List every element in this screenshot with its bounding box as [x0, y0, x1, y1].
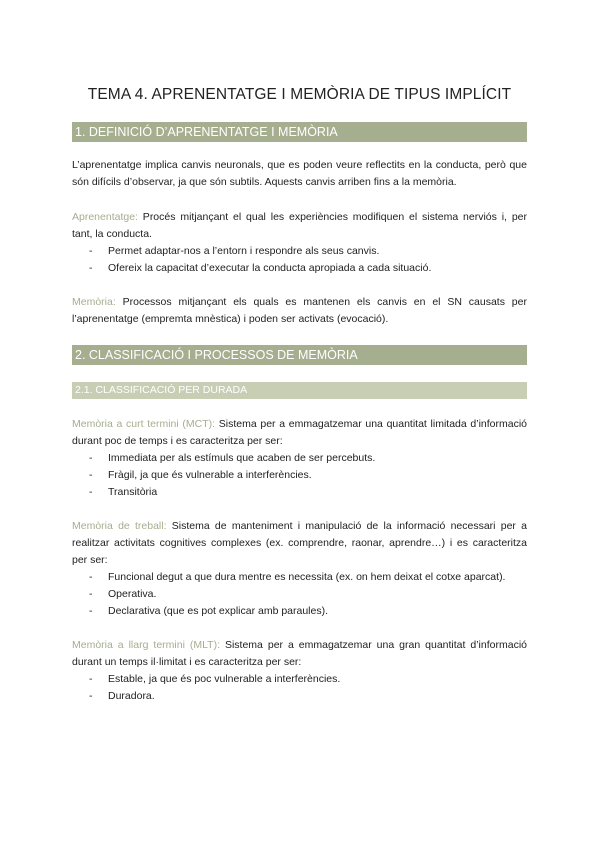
intro-paragraph: L’aprenentatge implica canvis neuronals, que es poden veure reflectits en la conducta, però que són difícils d’observar, ja que són subtils. Aquests canvis arriben fins a la memòria.	[72, 159, 527, 188]
mct-list	[72, 450, 527, 501]
mct-term: Memòria a curt termini (MCT):	[72, 418, 216, 430]
dash-bullet: -	[89, 245, 93, 257]
memoria-term: Memòria:	[72, 296, 116, 308]
dash-bullet: -	[89, 452, 93, 464]
treball-list	[72, 569, 527, 620]
subsection-heading-durada: 2.1. CLASSIFICACIÓ PER DURADA	[72, 382, 527, 399]
mlt-text: Sistema per a emmagatzemar una gran quantitat d’informació durant un temps il·limitat i es caracteritza per ser:	[72, 639, 527, 668]
aprenentatge-paragraph	[72, 209, 527, 243]
list-item: - Funcional degut a que dura mentre es necessita (ex. on hem deixat el cotxe aparcat).	[72, 569, 527, 586]
dash-bullet: -	[89, 605, 93, 617]
list-item: - Duradora.	[72, 688, 527, 705]
dash-bullet: -	[89, 588, 93, 600]
list-item: - Estable, ja que és poc vulnerable a interferències.	[72, 671, 527, 688]
list-item: - Permet adaptar-nos a l’entorn i respondre als seus canvis.	[72, 243, 527, 260]
list-item: - Operativa.	[72, 586, 527, 603]
document-title: TEMA 4. APRENENTATGE I MEMÒRIA DE TIPUS IMPLÍCIT	[87, 86, 512, 103]
treball-text: Sistema de manteniment i manipulació de la informació necessari per a realitzar activitats cognitives complexes (ex. comprendre, raonar, aprendre…) i es caracteritza per ser:	[72, 520, 527, 566]
section-heading-definicio: 1. DEFINICIÓ D’APRENENTATGE I MEMÒRIA	[72, 122, 527, 142]
mlt-list	[72, 671, 527, 705]
treball-term: Memòria de treball:	[72, 520, 167, 532]
dash-bullet: -	[89, 690, 93, 702]
list-item: - Ofereix la capacitat d’executar la conducta apropiada a cada situació.	[72, 260, 527, 277]
mlt-term: Memòria a llarg termini (MLT):	[72, 639, 220, 651]
section-heading-classificacio: 2. CLASSIFICACIÓ I PROCESSOS DE MEMÒRIA	[72, 345, 527, 365]
dash-bullet: -	[89, 262, 93, 274]
aprenentatge-list	[72, 243, 527, 277]
aprenentatge-term: Aprenentatge:	[72, 211, 138, 223]
dash-bullet: -	[89, 469, 93, 481]
list-item: - Transitòria	[72, 484, 527, 501]
memoria-paragraph	[72, 294, 527, 328]
mlt-paragraph	[72, 637, 527, 671]
mct-paragraph	[72, 416, 527, 450]
dash-bullet: -	[89, 486, 93, 498]
dash-bullet: -	[89, 673, 93, 685]
aprenentatge-text: Procés mitjançant el qual les experiències modifiquen el sistema nerviós i, per tant, la conducta.	[72, 211, 527, 240]
dash-bullet: -	[89, 571, 93, 583]
list-item: - Fràgil, ja que és vulnerable a interferències.	[72, 467, 527, 484]
treball-paragraph	[72, 518, 527, 569]
list-item: - Declarativa (que es pot explicar amb paraules).	[72, 603, 527, 620]
list-item: - Immediata per als estímuls que acaben de ser percebuts.	[72, 450, 527, 467]
memoria-text: Processos mitjançant els quals es mantenen els canvis en el SN causats per l’aprenentatge (empremta mnèstica) i poden ser activats (evocació).	[72, 296, 527, 325]
mct-text: Sistema per a emmagatzemar una quantitat limitada d’informació durant poc de temps i es caracteritza per ser:	[72, 418, 528, 447]
